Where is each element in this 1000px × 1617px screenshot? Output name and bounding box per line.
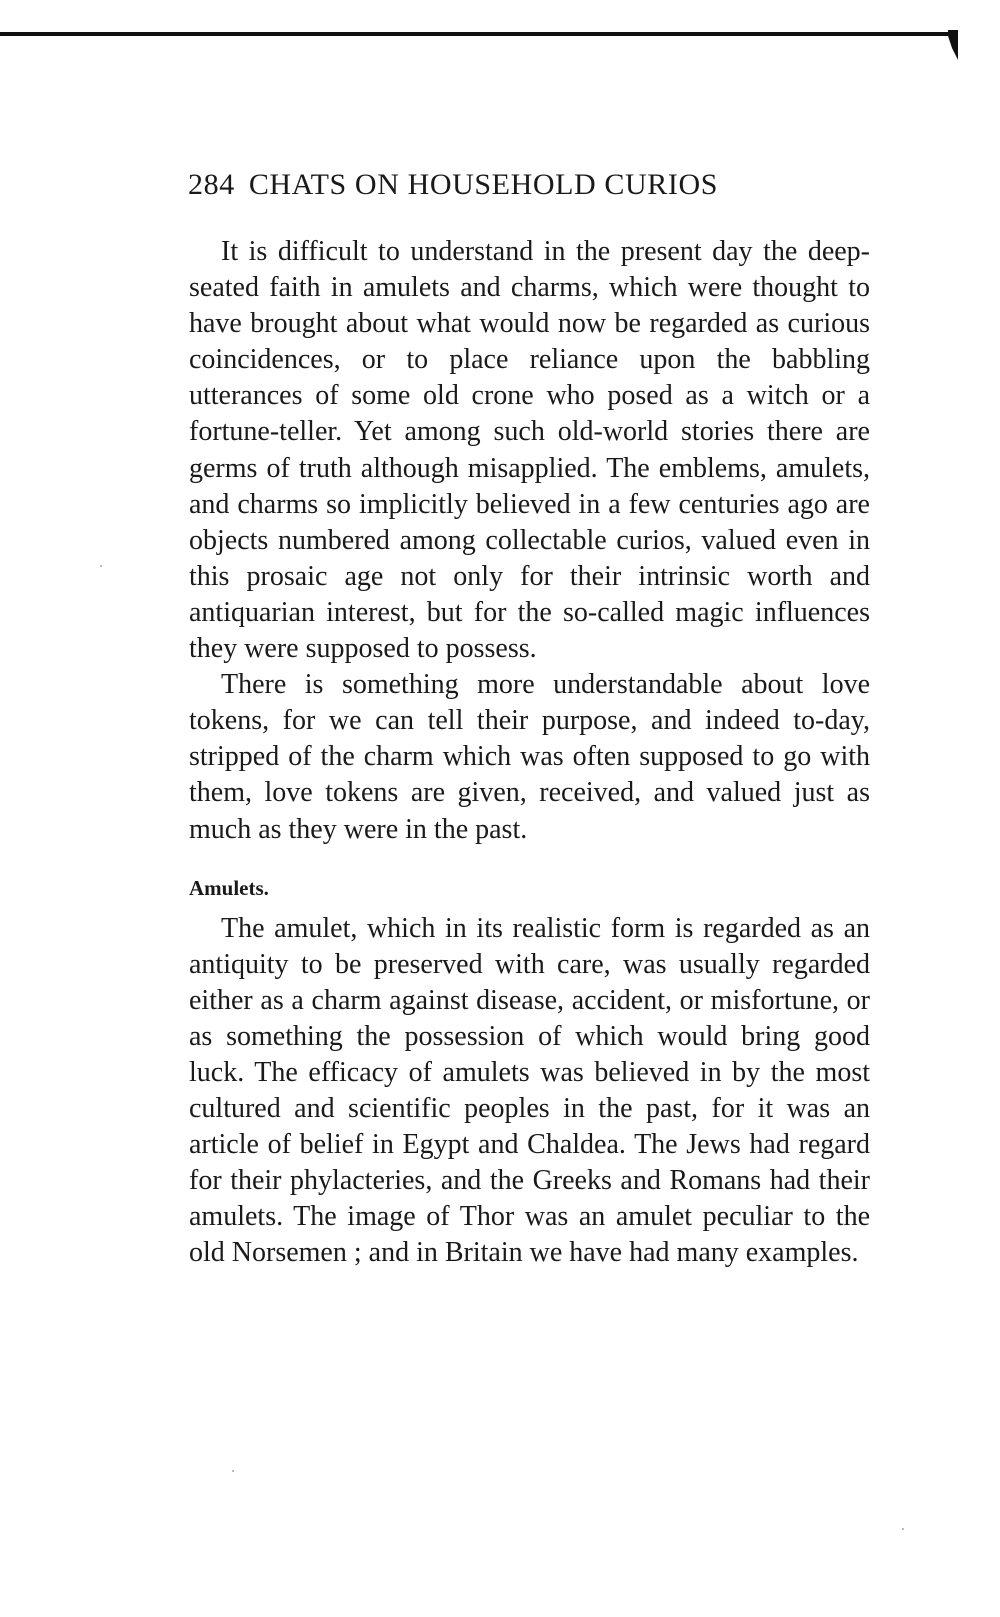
scan-speck bbox=[902, 1528, 904, 1530]
running-title: CHATS ON HOUSEHOLD CURIOS bbox=[248, 168, 719, 201]
scan-speck bbox=[232, 1470, 234, 1472]
page-number: 284 bbox=[188, 168, 235, 201]
top-rule bbox=[0, 32, 958, 36]
paragraph-love-tokens: There is something more understandable about love tokens, for we can tell their purpose, and indeed to-day, stripped of the charm which was often supposed to go with them, love tokens are given, received, and valued just as much as they were in the past. bbox=[189, 669, 870, 845]
paragraph-amulet-description: The amulet, which in its realistic form is regarded as an antiquity to be preserved with care, was usually regarded either as a charm against disease, accident, or misfortune, or as something the possession of which would bring good luck. The efficacy of amulets was believed in by the most cultured and scientific peoples in the past, for it was an article of belief in Egypt and Chaldea. The Jews had regard for their phylacteries, and the Greeks and Romans had their amulets. The image of Thor was an amulet peculiar to the old Norsemen ; and in Britain we have had many examples. bbox=[189, 912, 870, 1269]
text-block bbox=[189, 234, 870, 1272]
scan-speck bbox=[100, 565, 102, 567]
running-head bbox=[188, 168, 718, 202]
section-heading-amulets: Amulets. bbox=[189, 875, 269, 900]
top-rule-hook bbox=[948, 30, 958, 60]
paragraph-faith-in-amulets: It is difficult to understand in the present day the deep-seated faith in amulets and charms, which were thought to have brought about what would now be regarded as curious coincidences, or to place reliance upon the babbling utterances of some old crone who posed as a witch or a fortune-teller. Yet among such old-world stories there are germs of truth although misapplied. The emblems, amulets, and charms so implicitly believed in a few centuries ago are objects numbered among collectable curios, valued even in this prosaic age not only for their intrinsic worth and antiquarian interest, but for the so-called magic influences they were supposed to possess. bbox=[189, 236, 870, 665]
